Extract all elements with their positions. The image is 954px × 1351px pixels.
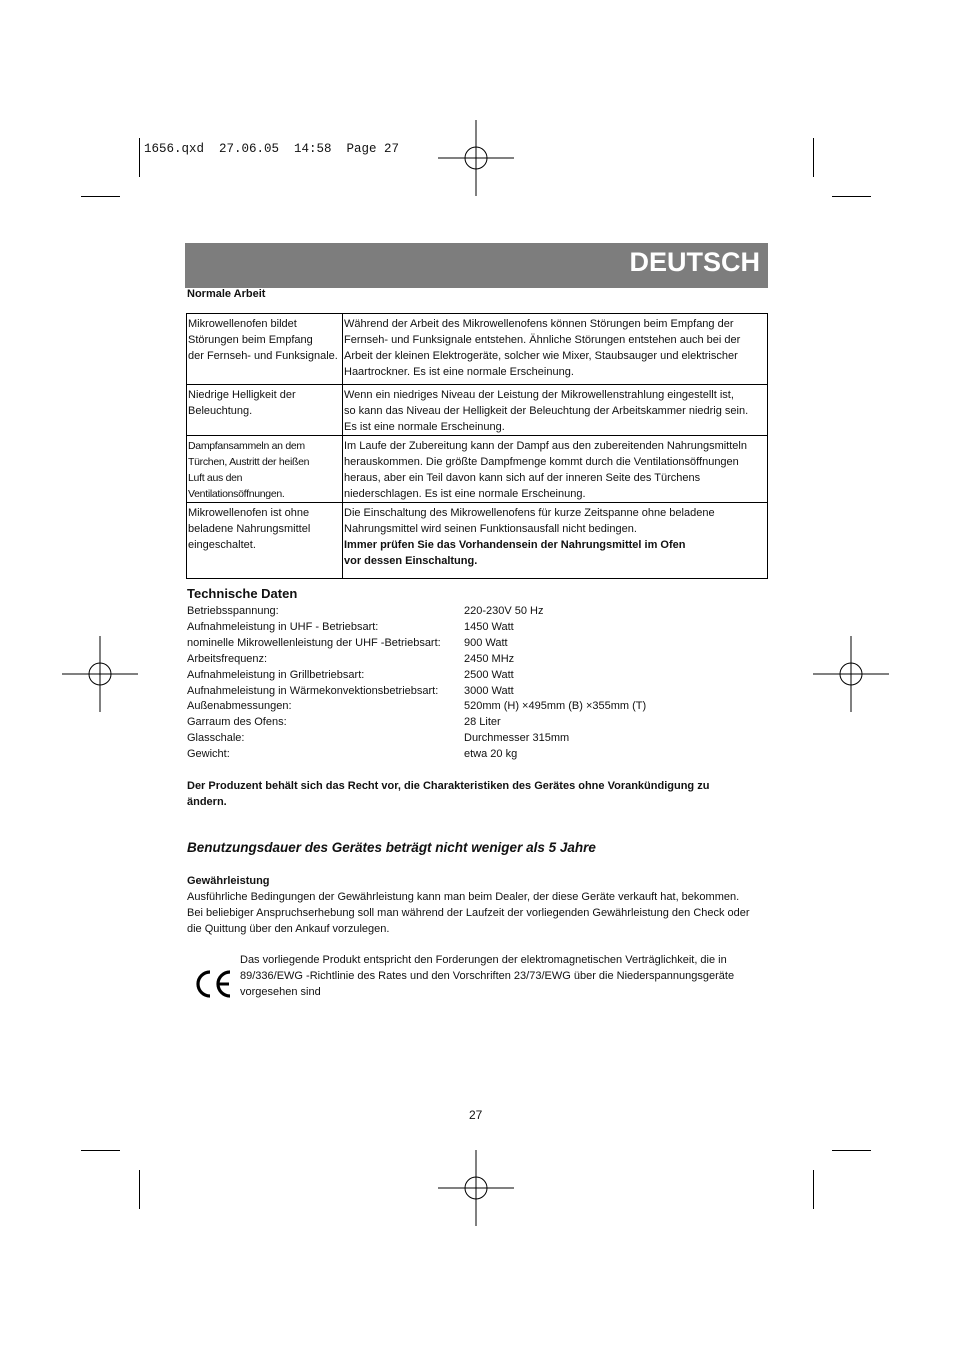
note-line: Der Produzent behält sich das Recht vor, die Charakteristiken des Gerätes ohne Vorankündigung zu — [187, 780, 710, 792]
cell-line: beladene Nahrungsmittel — [188, 523, 311, 535]
spec-value: 520mm (H) ×495mm (B) ×355mm (T) — [464, 700, 647, 713]
ce-conformity-text — [240, 952, 760, 1000]
cell-line: Türchen, Austritt der heißen — [188, 456, 310, 468]
cell-line: Im Laufe der Zubereitung kann der Dampf aus den zubereitenden Nahrungsmitteln — [344, 440, 747, 452]
table-row — [187, 385, 768, 436]
cell-line: Dampfansammeln an dem — [188, 440, 305, 452]
spec-row — [187, 747, 646, 763]
spec-value: 900 Watt — [464, 636, 508, 649]
crop-mark — [813, 138, 814, 177]
crop-mark — [813, 1170, 814, 1209]
warranty-line: Bei beliebiger Anspruchserhebung soll man während der Laufzeit der vorliegenden Gewährleistung den Check oder — [187, 907, 750, 919]
manufacturer-note — [187, 778, 767, 810]
cell-line: der Fernseh- und Funksignale. — [188, 350, 338, 362]
spec-label: Betriebsspannung: — [187, 605, 279, 617]
spec-value: 2500 Watt — [464, 668, 514, 681]
registration-mark-icon — [438, 1150, 514, 1226]
language-banner — [185, 243, 768, 288]
ce-line: vorgesehen sind — [240, 986, 321, 998]
spec-row — [187, 731, 646, 747]
cell-line: herauskommen. Die größte Dampfmenge kommt durch die Ventilationsöffnungen — [344, 456, 739, 468]
spec-row — [187, 715, 646, 731]
cell-line: Mikrowellenofen ist ohne — [188, 507, 310, 519]
warranty-title: Gewährleistung — [187, 875, 270, 887]
spec-row — [187, 604, 646, 620]
table-row — [187, 314, 768, 385]
cell-line: Ventilationsöffnungen. — [188, 488, 285, 500]
spec-row — [187, 699, 646, 715]
cell-line: Fernseh- und Funksignale entstehen. Ähnliche Störungen entstehen auch bei der — [344, 334, 741, 346]
explanation-cell — [343, 503, 768, 579]
spec-label: Außenabmessungen: — [187, 700, 292, 713]
ce-mark-icon — [193, 968, 235, 1000]
registration-mark-icon — [438, 120, 514, 196]
cell-line: Mikrowellenofen bildet — [188, 318, 297, 330]
cell-line: so kann das Niveau der Helligkeit der Beleuchtung der Arbeitskammer niedrig sein. — [344, 405, 749, 417]
troubleshooting-table — [186, 313, 768, 579]
spec-label: Gewicht: — [187, 748, 230, 761]
spec-label: Aufnahmeleistung in Grillbetriebsart: — [187, 668, 365, 681]
spec-label: nominelle Mikrowellenleistung der UHF -Betriebsart: — [187, 636, 441, 649]
cell-line: Luft aus den — [188, 472, 243, 484]
spec-label: Garraum des Ofens: — [187, 716, 287, 729]
spec-label: Aufnahmeleistung in Wärmekonvektionsbetriebsart: — [187, 684, 439, 697]
cell-line-bold: vor dessen Einschaltung. — [344, 555, 478, 567]
warranty-line: Ausführliche Bedingungen der Gewährleistung kann man beim Dealer, der diese Geräte verkauft hat, bekommen. — [187, 891, 740, 903]
ce-line: Das vorliegende Produkt entspricht den Forderungen der elektromagnetischen Verträglichkeit, die in — [240, 954, 727, 966]
spec-row — [187, 620, 646, 636]
cell-line: Es ist eine normale Erscheinung. — [344, 421, 505, 433]
cell-line: heraus, aber ein Teil davon kann sich auf der inneren Seite des Türchens — [344, 472, 701, 484]
cell-line: eingeschaltet. — [188, 539, 256, 551]
warranty-text — [187, 889, 767, 937]
specs-list — [187, 604, 646, 763]
cell-line: Haartrockner. Es ist eine normale Erscheinung. — [344, 366, 574, 378]
cell-line: Nahrungsmittel wird seinen Funktionsausfall nicht bedingen. — [344, 523, 637, 535]
service-life-heading: Benutzungsdauer des Gerätes beträgt nicht weniger als 5 Jahre — [187, 840, 596, 855]
spec-value: 1450 Watt — [464, 620, 514, 633]
cell-line: Während der Arbeit des Mikrowellenofens können Störungen beim Empfang der — [344, 318, 734, 330]
specs-title: Technische Daten — [187, 586, 298, 601]
spec-label: Glasschale: — [187, 732, 245, 745]
print-slug: 1656.qxd 27.06.05 14:58 Page 27 — [144, 142, 400, 156]
cell-line-bold: Immer prüfen Sie das Vorhandensein der Nahrungsmittel im Ofen — [344, 539, 686, 551]
explanation-cell — [343, 385, 768, 436]
ce-line: 89/336/EWG -Richtlinie des Rates und den Vorschriften 23/73/EWG über die Niederspannungsgeräte — [240, 970, 735, 982]
registration-mark-icon — [62, 636, 138, 712]
crop-mark — [139, 138, 140, 177]
crop-mark — [81, 1150, 120, 1151]
table-row — [187, 436, 768, 503]
crop-mark — [832, 1150, 871, 1151]
note-line: ändern. — [187, 796, 227, 808]
registration-mark-icon — [813, 636, 889, 712]
table-row — [187, 503, 768, 579]
cell-line: Störungen beim Empfang — [188, 334, 313, 346]
cell-line: Wenn ein niedriges Niveau der Leistung der Mikrowellenstrahlung eingestellt ist, — [344, 389, 734, 401]
spec-label: Aufnahmeleistung in UHF - Betriebsart: — [187, 620, 379, 633]
spec-value: Durchmesser 315mm — [464, 732, 570, 745]
warranty-line: die Quittung über den Ankauf vorzulegen. — [187, 923, 390, 935]
spec-value: 2450 MHz — [464, 652, 515, 665]
cell-line: Die Einschaltung des Mikrowellenofens für kurze Zeitspanne ohne beladene — [344, 507, 715, 519]
crop-mark — [81, 196, 120, 197]
spec-label: Arbeitsfrequenz: — [187, 652, 268, 665]
crop-mark — [832, 196, 871, 197]
cell-line: Beleuchtung. — [188, 405, 253, 417]
explanation-cell — [343, 314, 768, 385]
spec-value: 220-230V 50 Hz — [464, 605, 544, 617]
spec-row — [187, 668, 646, 684]
cell-line: niederschlagen. Es ist eine normale Erscheinung. — [344, 488, 586, 500]
spec-row — [187, 684, 646, 700]
condition-cell — [187, 385, 343, 436]
crop-mark — [139, 1170, 140, 1209]
language-title: DEUTSCH — [629, 247, 760, 277]
spec-row — [187, 652, 646, 668]
spec-value: 28 Liter — [464, 716, 501, 729]
cell-line: Arbeit der kleinen Elektrogeräte, solcher wie Mixer, Staubsauger und elektrischer — [344, 350, 738, 362]
cell-line: Niedrige Helligkeit der — [188, 389, 296, 401]
spec-value: etwa 20 kg — [464, 748, 518, 761]
condition-cell — [187, 436, 343, 503]
condition-cell — [187, 503, 343, 579]
page-number: 27 — [469, 1108, 483, 1122]
spec-value: 3000 Watt — [464, 684, 514, 697]
section-title-normal-operation: Normale Arbeit — [187, 288, 266, 300]
condition-cell — [187, 314, 343, 385]
explanation-cell — [343, 436, 768, 503]
spec-row — [187, 636, 646, 652]
